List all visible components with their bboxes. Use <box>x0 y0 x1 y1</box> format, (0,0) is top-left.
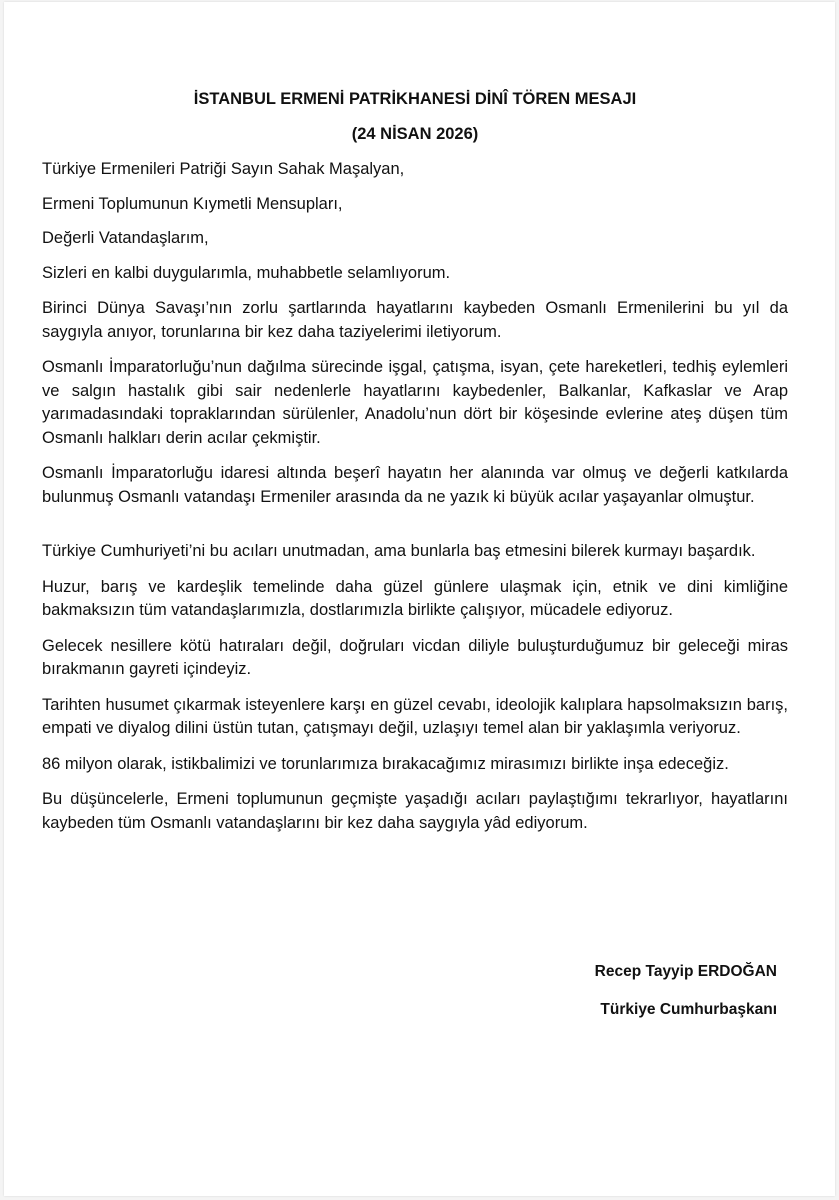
body-paragraph: Gelecek nesillere kötü hatıraları değil, doğruları vicdan diliyle buluşturduğumuz bir geleceği miras bırakmanın gayreti içindeyiz. <box>42 636 788 678</box>
greeting-line: Türkiye Ermenileri Patriği Sayın Sahak Maşalyan, <box>42 160 405 178</box>
document-date: (24 NİSAN 2026) <box>351 125 479 143</box>
body-paragraph: Bu düşüncelerle, Ermeni toplumunun geçmişte yaşadığı acıları paylaştığımı tekrarlıyor, hayatlarını kaybeden tüm Osmanlı vatandaşlarını bir kez daha saygıyla yâd ediyorum. <box>42 790 788 832</box>
signature-name: Recep Tayyip ERDOĞAN <box>594 963 777 980</box>
body-paragraph: 86 milyon olarak, istikbalimizi ve torunlarımıza bırakacağımız mirasımızı birlikte inşa edeceğiz. <box>42 754 729 773</box>
body-paragraph: Osmanlı İmparatorluğu idaresi altında beşerî hayatın her alanında var olmuş ve değerli katkılarda bulunmuş Osmanlı vatandaşı Ermeniler arasında da ne yazık ki büyük acılar yaşayanlar olmuştur. <box>42 464 788 506</box>
body-paragraph: Tarihten husumet çıkarmak isteyenlere karşı en güzel cevabı, ideolojik kalıplara hapsolmaksızın barış, empati ve diyalog dilini üstün tutan, çatışmayı değil, uzlaşıyı temel alan bir yaklaşımla veriyoruz. <box>42 695 788 737</box>
greeting-line: Ermeni Toplumunun Kıymetli Mensupları, <box>42 194 343 213</box>
body-paragraph: Huzur, barış ve kardeşlik temelinde daha güzel günlere ulaşmak için, etnik ve dini kimliğine bakmaksızın tüm vatandaşlarımızla, dostlarımızla birlikte çalışıyor, mücadele ediyoruz. <box>42 577 788 619</box>
signature-block <box>595 962 777 1020</box>
signature-title: Türkiye Cumhurbaşkanı <box>600 1001 777 1018</box>
greeting-line: Sizleri en kalbi duygularımla, muhabbetle selamlıyorum. <box>42 263 451 282</box>
document-title: İSTANBUL ERMENİ PATRİKHANESİ DİNÎ TÖREN MESAJI <box>193 90 637 108</box>
document-page <box>4 2 835 1196</box>
greeting-line: Değerli Vatandaşlarım, <box>42 229 209 247</box>
body-paragraph: Birinci Dünya Savaşı’nın zorlu şartlarında hayatlarını kaybeden Osmanlı Ermenilerini bu yıl da saygıyla anıyor, torunlarına bir kez daha taziyelerimi iletiyorum. <box>42 299 788 341</box>
body-paragraph: Osmanlı İmparatorluğu’nun dağılma sürecinde işgal, çatışma, isyan, çete hareketleri, tedhiş eylemleri ve salgın hastalık gibi sair nedenlerle hayatlarını kaybedenler, Balkanlar, Kafkaslar ve Arap yarımadasındaki topraklarından sürülenler, Anadolu’nun dört bir köşesinde evlerine ateş düşen tüm Osmanlı halkları derin acılar çekmiştir. <box>42 358 788 447</box>
document-body <box>42 158 788 847</box>
body-paragraph: Türkiye Cumhuriyeti’ni bu acıları unutmadan, ama bunlarla baş etmesini bilerek kurmayı başardık. <box>42 542 756 560</box>
